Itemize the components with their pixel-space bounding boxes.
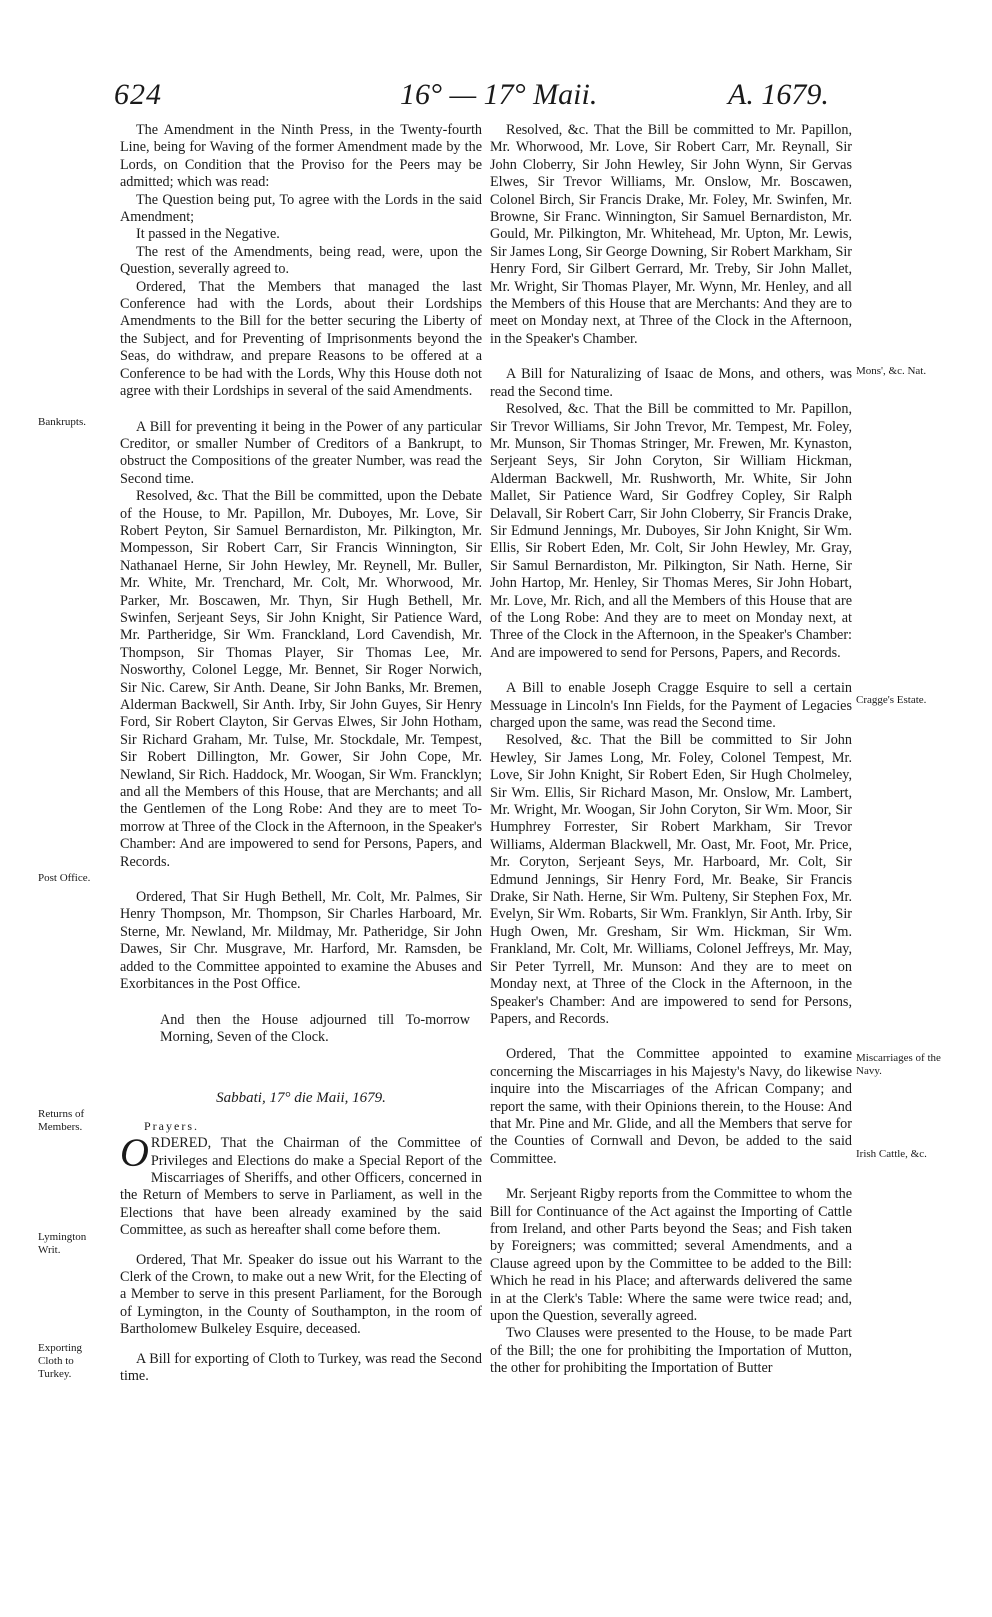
paragraph: Mr. Serjeant Rigby reports from the Committee to whom the Bill for Continuance of the Act against the Importing of Cattle from Ireland, and other Parts beyond the Seas; and Fish taken by Foreigners; was committed; several Amendments, and a Clause agreed upon by the Committee to be added to the Bill: Which he read in his Place; and afterwards delivered the same in at the Clerk's Table: Where the same were twice read; and, upon the Question, severally agreed.	[490, 1186, 852, 1324]
paragraph: Resolved, &c. That the Bill be committed, upon the Debate of the House, to Mr. Papillon, Mr. Duboyes, Mr. Love, Sir Robert Peyton, Sir Samuel Bernardiston, Mr. Pilkington, Mr. Mompesson, Sir Robert Carr, Sir Francis Winnington, Sir Nathanael Herne, Sir John Hewley, Mr. Reynell, Mr. Buller, Mr. White, Mr. Trenchard, Mr. Colt, Mr. Whorwood, Mr. Parker, Mr. Boscawen, Mr. Thyn, Sir Hugh Bethell, Mr. Swinfen, Serjeant Seys, Sir John Knight, Sir Patience Ward, Mr. Partheridge, Sir Wm. Franckland, Lord Cavendish, Mr. Thompson, Sir Thomas Player, Sir Thomas Lee, Mr. Nosworthy, Colonel Legge, Mr. Bennet, Sir Roger Norwich, Sir Nic. Carew, Sir Anth. Deane, Sir John Banks, Mr. Bremen, Alderman Backwell, Sir Anth. Irby, Sir John Guyes, Sir Henry Ford, Sir Robert Clayton, Sir Gervas Elwes, Sir John Hotham, Sir Richard Graham, Mr. Tulse, Mr. Stockdale, Mr. Tempest, Sir Robert Dillington, Mr. Gower, Sir John Cope, Mr. Newland, Sir Rich. Haddock, Mr. Woogan, Sir Wm. Francklyn; and all the Members of this House, that are Merchants; and all the Gentlemen of the Long Robe: And they are to meet To-morrow at Three of the Clock in the Afternoon, in the Speaker's Chamber: And are impowered to send for Persons, Papers, and Records.	[120, 488, 482, 870]
margin-note-returns: Returns of Members.	[38, 1108, 85, 1133]
page-header	[0, 78, 992, 122]
day-heading: Sabbati, 17° die Maii, 1679.	[216, 1090, 386, 1107]
paragraph: It passed in the Negative.	[136, 226, 280, 243]
paragraph: Ordered, That the Members that managed the last Conference had with the Lords, about their Lordships Amendments to the Bill for the better securing the Liberty of the Subject, and for Preventing of Imprisonments beyond the Seas, do withdraw, and prepare Reasons to be offered at a Conference to be had with the Lords, Why this House doth not agree with their Lordships in several of the said Amendments.	[120, 278, 482, 400]
prayers-heading: Prayers.	[144, 1118, 199, 1133]
margin-note-mons: Mons', &c. Nat.	[856, 365, 927, 377]
margin-note-exporting: Exporting Cloth to Turkey.	[38, 1342, 82, 1380]
paragraph: A Bill for preventing it being in the Power of any particular Creditor, or smaller Number of Creditors of a Bankrupt, to obstruct the Compositions of the greater Number, was read the Second time.	[120, 418, 482, 487]
paragraph: The Amendment in the Ninth Press, in the Twenty-fourth Line, being for Waving of the former Amendment made by the Lords, on Condition that the Proviso for the Peers may be admitted; which was read:	[120, 122, 482, 191]
margin-note-lymington: Lymington Writ.	[38, 1231, 87, 1256]
margin-note-post-office: Post Office.	[38, 872, 91, 884]
first-word: RDERED,	[150, 1135, 212, 1152]
paragraph: Resolved, &c. That the Bill be committed to Mr. Papillon, Sir Trevor Williams, Sir John Trevor, Mr. Tempest, Mr. Foley, Mr. Munson, Sir Thomas Stringer, Mr. Frewen, Mr. Kynaston, Serjeant Seys, Sir John Coryton, Sir William Hickman, Alderman Backwell, Mr. Rushworth, Mr. White, Sir John Mallet, Sir Patience Ward, Sir Godfrey Copley, Sir Ralph Delavall, Sir Robert Carr, Sir John Cloberry, Sir Francis Drake, Sir Edmund Jennings, Mr. Duboyes, Sir John Knight, Sir Wm. Ellis, Sir Robert Eden, Mr. Colt, Sir John Hewley, Mr. Gray, Sir Samul Bernardiston, Mr. Pilkington, Sir Nath. Herne, Sir John Hartop, Mr. Henley, Sir Thomas Meres, Sir John Hobart, Mr. Love, Mr. Rich, and all the Members of this House that are of the Long Robe: And they are to meet on Monday next, at Three of the Clock in the Afternoon, in the Speaker's Chamber: And are impowered to send for Persons, Papers, and Records.	[490, 401, 852, 661]
margin-note-bankrupts: Bankrupts.	[38, 416, 86, 428]
paragraph: A Bill for Naturalizing of Isaac de Mons, and others, was read the Second time.	[490, 366, 852, 400]
header-date: 16° — 17° Maii.	[400, 78, 598, 111]
page-number: 624	[114, 78, 162, 111]
margin-note-irish: Irish Cattle, &c.	[856, 1148, 927, 1160]
paragraph: Ordered, That Sir Hugh Bethell, Mr. Colt, Mr. Palmes, Sir Henry Thompson, Mr. Thompson, Sir Charles Harboard, Mr. Sterne, Mr. Newland, Mr. Mildmay, Mr. Patheridge, Sir John Dawes, Sir Chr. Musgrave, Mr. Harford, Mr. Ramsden, be added to the Committee appointed to examine the Abuses and Exorbitances in the Post Office.	[120, 889, 482, 993]
paragraph: Resolved, &c. That the Bill be committed to Mr. Papillon, Mr. Whorwood, Mr. Love, Sir Robert Carr, Mr. Reynall, Sir John Cloberry, Sir John Hewley, Sir John Wynn, Sir Gervas Elwes, Sir Trevor Williams, Mr. Onslow, Mr. Boscawen, Colonel Birch, Sir Francis Drake, Mr. Foley, Mr. Swinfen, Mr. Browne, Sir Franc. Winnington, Sir Samuel Bernardiston, Mr. Gould, Mr. Pilkington, Mr. Whitehead, Mr. Upton, Mr. Lewis, Sir James Long, Sir George Downing, Sir Robert Markham, Sir Henry Ford, Sir Gilbert Gerrard, Mr. Treby, Sir John Mallet, Mr. Wright, Sir Thomas Player, Mr. Wynn, Mr. Henley, and all the Members of this House that are Merchants: And they are to meet on Monday next, at Three of the Clock in the Afternoon, in the Speaker's Chamber.	[490, 122, 852, 347]
paragraph-body: That the Chairman of the Committee of Privileges and Elections do make a Special Report of the Miscarriages of Sheriffs, and other Officers, concerned in the Return of Members to serve in Parliament, as well in the Elections that have been already examined by the said Committee, as such as hereafter shall come before them.	[120, 1135, 483, 1239]
paragraph: A Bill for exporting of Cloth to Turkey, was read the Second time.	[120, 1350, 482, 1384]
right-column	[490, 122, 852, 1378]
paragraph: Ordered, That the Committee appointed to examine concerning the Miscarriages in his Majesty's Navy, do likewise inquire into the Miscarriages of the African Company; and report the same, with their Opinions therein, to the House: And that Mr. Pine and Mr. Glide, and all the Members that serve for the Counties of Cornwall and Devon, be added to the said Committee.	[490, 1046, 852, 1167]
paragraph: The Question being put, To agree with the Lords in the said Amendment;	[120, 191, 482, 226]
paragraph: The rest of the Amendments, being read, were, upon the Question, severally agreed to.	[120, 243, 482, 278]
margin-note-cragge: Cragge's Estate.	[856, 694, 927, 706]
adjournment-note: And then the House adjourned till To-morrow Morning, Seven of the Clock.	[160, 1011, 470, 1045]
paragraph: Two Clauses were presented to the House, to be made Part of the Bill; the one for prohibiting the Importation of Mutton, the other for prohibiting the Importation of Butter	[490, 1325, 852, 1377]
paragraph	[120, 1130, 483, 1239]
drop-cap: O	[120, 1130, 149, 1176]
margin-note-miscarriages: Miscarriages of the Navy.	[856, 1052, 941, 1077]
left-column	[120, 122, 482, 1385]
paragraph: Ordered, That Mr. Speaker do issue out his Warrant to the Clerk of the Crown, to make out a new Writ, for the Electing of a Member to serve in this present Parliament, for the Borough of Lymington, in the County of Southampton, in the room of Bartholomew Bulkeley Esquire, deceased.	[120, 1251, 482, 1338]
header-year: A. 1679.	[728, 78, 829, 111]
paragraph: A Bill to enable Joseph Cragge Esquire to sell a certain Messuage in Lincoln's Inn Fields, for the Payment of Legacies charged upon the same, was read the Second time.	[490, 680, 852, 731]
paragraph: Resolved, &c. That the Bill be committed to Sir John Hewley, Sir James Long, Mr. Foley, Colonel Tempest, Mr. Love, Sir John Knight, Sir Robert Eden, Sir Hugh Cholmeley, Sir Wm. Ellis, Sir Richard Mason, Mr. Onslow, Mr. Lambert, Mr. Wright, Mr. Woogan, Sir John Coryton, Sir Wm. Moor, Sir Humphrey Forrester, Sir Robert Markham, Sir Trevor Williams, Alderman Blackwell, Mr. Oast, Mr. Foot, Mr. Price, Mr. Coryton, Serjeant Seys, Mr. Harboard, Mr. Colt, Sir Edmund Jennings, Sir Henry Ford, Mr. Beake, Sir Francis Drake, Sir Nath. Herne, Sir Wm. Pulteny, Sir Stephen Fox, Mr. Evelyn, Sir Wm. Robarts, Sir Wm. Franklyn, Sir Anth. Irby, Sir Hugh Owen, Mr. Gresham, Sir Wm. Hickman, Sir Wm. Frankland, Mr. Colt, Mr. Williams, Colonel Jeffreys, Mr. May, Sir Peter Tyrrell, Mr. Munson: And they are to meet on Monday next, at Three of the Clock in the Afternoon, in the Speaker's Chamber: And are impowered to send for Persons, Papers, and Records.	[490, 732, 852, 1027]
